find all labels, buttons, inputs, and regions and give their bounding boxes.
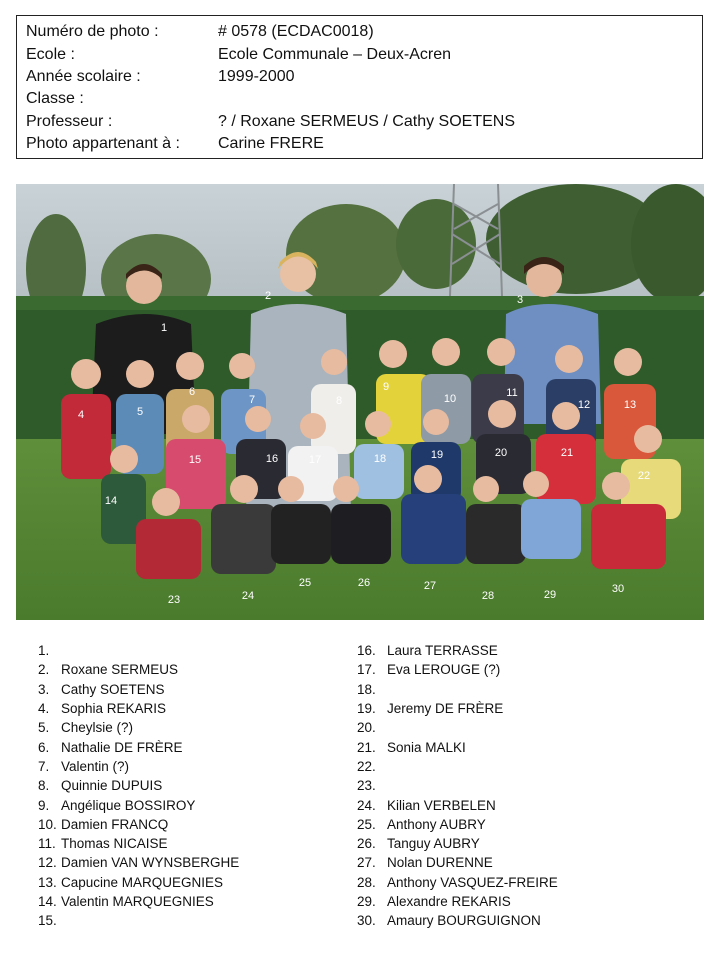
list-item	[38, 873, 338, 892]
marker-17: 17	[308, 454, 322, 466]
list-item	[357, 641, 687, 660]
marker-3: 3	[516, 294, 524, 306]
marker-6: 6	[188, 386, 196, 398]
list-item	[38, 718, 338, 737]
list-number: 6.	[38, 739, 50, 755]
marker-15: 15	[188, 454, 202, 466]
list-number: 15.	[38, 913, 57, 929]
list-number: 30.	[357, 913, 376, 929]
marker-12: 12	[577, 399, 591, 411]
list-item	[357, 834, 687, 853]
info-label: Ecole :	[26, 45, 75, 63]
person-name: Eva LEROUGE (?)	[387, 662, 501, 678]
list-number: 21.	[357, 739, 376, 755]
list-item	[357, 815, 687, 834]
marker-26: 26	[357, 577, 371, 589]
person-name: Jeremy DE FRÈRE	[387, 701, 504, 717]
info-value: Carine FRERE	[218, 135, 324, 153]
list-item	[357, 911, 687, 930]
list-item	[38, 757, 338, 776]
marker-7: 7	[248, 394, 256, 406]
list-item	[357, 737, 687, 756]
list-number: 10.	[38, 816, 57, 832]
list-item	[357, 680, 687, 699]
person-name: Laura TERRASSE	[387, 643, 498, 659]
marker-23: 23	[167, 594, 181, 606]
info-row-teacher	[26, 111, 702, 133]
info-row-owner	[26, 133, 702, 155]
person-name: Cathy SOETENS	[61, 681, 165, 697]
info-value: 1999-2000	[218, 67, 295, 85]
list-number: 12.	[38, 855, 57, 871]
person-name: Nolan DURENNE	[387, 855, 493, 871]
person-name: Roxane SERMEUS	[61, 662, 179, 678]
list-number: 29.	[357, 894, 376, 909]
person-name: Tanguy AUBRY	[387, 836, 480, 852]
info-label: Classe :	[26, 90, 84, 108]
list-item	[38, 911, 338, 930]
marker-10: 10	[443, 393, 457, 405]
list-item	[38, 776, 338, 795]
marker-2: 2	[264, 290, 272, 302]
list-item	[38, 892, 338, 911]
list-item	[357, 892, 687, 911]
list-item	[38, 795, 338, 814]
person-name: Damien FRANCQ	[61, 816, 169, 832]
names-list-left	[38, 641, 338, 930]
marker-21: 21	[560, 447, 574, 459]
list-number: 13.	[38, 874, 57, 890]
list-item	[38, 815, 338, 834]
info-value: # 0578 (ECDAC0018)	[218, 23, 374, 41]
list-number: 23.	[357, 778, 376, 794]
person-name: Cheylsie (?)	[61, 720, 134, 736]
marker-18: 18	[373, 453, 387, 465]
info-row-class	[26, 88, 702, 110]
person-name: Angélique BOSSIROY	[61, 797, 196, 813]
list-item	[38, 853, 338, 872]
marker-11: 11	[506, 387, 518, 399]
list-number: 1.	[38, 643, 50, 659]
person-name: Anthony VASQUEZ-FREIRE	[387, 874, 558, 890]
person-name: Damien VAN WYNSBERGHE	[61, 855, 240, 871]
person-name: Valentin (?)	[61, 758, 130, 774]
marker-5: 5	[136, 406, 144, 418]
list-number: 9.	[38, 797, 50, 813]
person-name: Valentin MARQUEGNIES	[61, 894, 214, 909]
info-label: Photo appartenant à :	[26, 135, 180, 153]
marker-22: 22	[637, 470, 651, 482]
marker-4: 4	[77, 409, 85, 421]
list-item	[38, 660, 338, 679]
list-number: 18.	[357, 681, 376, 697]
person-name: Capucine MARQUEGNIES	[61, 874, 224, 890]
marker-14: 14	[104, 495, 118, 507]
class-photo-illustration	[16, 184, 704, 620]
list-item	[357, 699, 687, 718]
list-item	[38, 834, 338, 853]
info-row-photo-number	[26, 21, 702, 43]
list-number: 26.	[357, 836, 376, 852]
list-item	[38, 699, 338, 718]
list-number: 2.	[38, 662, 50, 678]
person-name: Nathalie DE FRÈRE	[61, 739, 183, 755]
list-number: 4.	[38, 701, 50, 717]
list-number: 19.	[357, 701, 376, 717]
list-number: 8.	[38, 778, 50, 794]
list-item	[357, 660, 687, 679]
marker-25: 25	[298, 577, 312, 589]
list-number: 3.	[38, 681, 50, 697]
list-item	[38, 680, 338, 699]
list-number: 24.	[357, 797, 376, 813]
info-value: ? / Roxane SERMEUS / Cathy SOETENS	[218, 112, 515, 130]
marker-9: 9	[382, 381, 390, 393]
list-item	[38, 641, 338, 660]
person-name: Sophia REKARIS	[61, 701, 167, 717]
marker-29: 29	[543, 589, 557, 601]
list-item	[357, 757, 687, 776]
person-name: Amaury BOURGUIGNON	[387, 913, 541, 929]
marker-19: 19	[430, 449, 444, 461]
person-name: Kilian VERBELEN	[387, 797, 496, 813]
list-number: 28.	[357, 874, 376, 890]
list-item	[357, 795, 687, 814]
list-number: 5.	[38, 720, 50, 736]
list-number: 17.	[357, 662, 376, 678]
marker-13: 13	[623, 399, 637, 411]
list-number: 20.	[357, 720, 376, 736]
marker-28: 28	[481, 590, 495, 602]
info-label: Année scolaire :	[26, 67, 141, 85]
list-item	[38, 737, 338, 756]
names-list-right	[357, 641, 687, 930]
marker-16: 16	[265, 453, 279, 465]
person-name: Quinnie DUPUIS	[61, 778, 163, 794]
list-item	[357, 718, 687, 737]
marker-20: 20	[494, 447, 508, 459]
info-label: Professeur :	[26, 112, 113, 130]
list-number: 11.	[38, 836, 56, 852]
marker-27: 27	[423, 580, 437, 592]
list-item	[357, 873, 687, 892]
list-item	[357, 853, 687, 872]
person-name: Sonia MALKI	[387, 739, 466, 755]
info-row-school	[26, 43, 702, 65]
list-number: 22.	[357, 758, 376, 774]
list-item	[357, 776, 687, 795]
info-label: Numéro de photo :	[26, 23, 159, 41]
marker-1: 1	[160, 322, 168, 334]
info-row-school-year	[26, 66, 702, 88]
list-number: 7.	[38, 758, 50, 774]
person-name: Alexandre REKARIS	[387, 894, 511, 909]
person-name: Anthony AUBRY	[387, 816, 486, 832]
list-number: 25.	[357, 816, 376, 832]
list-number: 16.	[357, 643, 376, 659]
marker-30: 30	[611, 583, 625, 595]
marker-24: 24	[241, 590, 255, 602]
marker-8: 8	[335, 395, 343, 407]
person-name: Thomas NICAISE	[61, 836, 168, 852]
photo-info-box	[16, 15, 703, 159]
list-number: 27.	[357, 855, 376, 871]
class-photo	[16, 184, 704, 620]
info-value: Ecole Communale – Deux-Acren	[218, 45, 451, 63]
list-number: 14.	[38, 894, 57, 909]
